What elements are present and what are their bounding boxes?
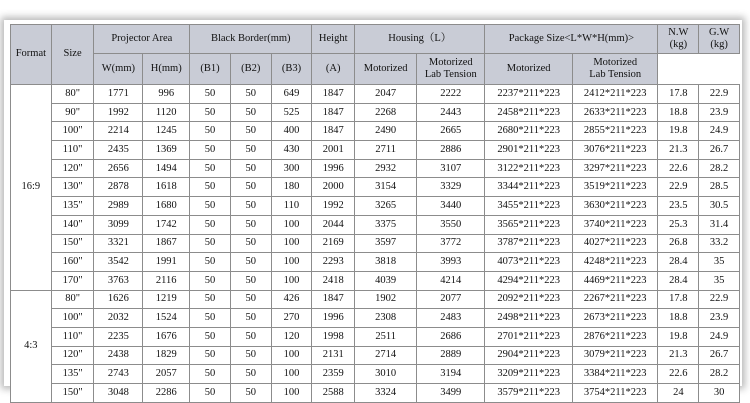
- cell-housing-motorized: 3375: [355, 215, 417, 234]
- cell-b3: 100: [271, 271, 312, 290]
- cell-width-mm: 1771: [94, 85, 143, 104]
- cell-package-motorized: 3122*211*223: [485, 159, 573, 178]
- cell-size: 130": [51, 178, 94, 197]
- cell-package-motorized: 2904*211*223: [485, 346, 573, 365]
- cell-height-a: 1996: [312, 309, 355, 328]
- cell-gw-kg: 35: [699, 253, 740, 272]
- cell-b1: 50: [190, 215, 231, 234]
- cell-height-mm: 2286: [143, 384, 190, 403]
- cell-gw-kg: 22.9: [699, 290, 740, 309]
- table-row: [11, 365, 740, 384]
- cell-housing-lab-tension: 3107: [417, 159, 485, 178]
- header-package-size: Package Size<L*W*H(mm)>: [485, 25, 658, 54]
- cell-package-motorized: 2458*211*223: [485, 103, 573, 122]
- header-package-lab-tension: [572, 54, 658, 85]
- cell-b2: 50: [230, 234, 271, 253]
- cell-housing-motorized: 2047: [355, 85, 417, 104]
- cell-height-mm: 1494: [143, 159, 190, 178]
- cell-size: 100": [51, 309, 94, 328]
- cell-housing-lab-tension: 2077: [417, 290, 485, 309]
- cell-width-mm: 2743: [94, 365, 143, 384]
- cell-housing-motorized: 3597: [355, 234, 417, 253]
- cell-b1: 50: [190, 159, 231, 178]
- table-row: [11, 85, 740, 104]
- cell-nw-kg: 21.3: [658, 346, 699, 365]
- cell-package-lab-tension: 3754*211*223: [572, 384, 658, 403]
- cell-housing-motorized: 1902: [355, 290, 417, 309]
- cell-package-lab-tension: 4248*211*223: [572, 253, 658, 272]
- cell-package-motorized: 4294*211*223: [485, 271, 573, 290]
- cell-b2: 50: [230, 178, 271, 197]
- cell-size: 80": [51, 85, 94, 104]
- cell-size: 160": [51, 253, 94, 272]
- cell-housing-motorized: 2511: [355, 327, 417, 346]
- cell-housing-lab-tension: 2686: [417, 327, 485, 346]
- cell-height-a: 1847: [312, 103, 355, 122]
- cell-package-motorized: 4073*211*223: [485, 253, 573, 272]
- cell-package-motorized: 2092*211*223: [485, 290, 573, 309]
- header-b3: (B3): [271, 54, 312, 85]
- cell-b2: 50: [230, 103, 271, 122]
- cell-b2: 50: [230, 327, 271, 346]
- cell-height-a: 2169: [312, 234, 355, 253]
- table-body: [11, 85, 740, 403]
- cell-package-lab-tension: 3079*211*223: [572, 346, 658, 365]
- header-package-lab-line2: Lab Tension: [589, 69, 642, 80]
- cell-housing-motorized: 2490: [355, 122, 417, 141]
- table-row: [11, 253, 740, 272]
- cell-housing-motorized: 3818: [355, 253, 417, 272]
- cell-height-mm: 1120: [143, 103, 190, 122]
- header-gw-label: G.W: [709, 26, 730, 38]
- cell-package-motorized: 2680*211*223: [485, 122, 573, 141]
- cell-height-a: 2418: [312, 271, 355, 290]
- table-header: [11, 25, 740, 85]
- cell-b3: 100: [271, 234, 312, 253]
- cell-package-lab-tension: 3519*211*223: [572, 178, 658, 197]
- format-cell: 16:9: [11, 85, 52, 291]
- cell-height-a: 2588: [312, 384, 355, 403]
- cell-b1: 50: [190, 327, 231, 346]
- cell-b3: 100: [271, 215, 312, 234]
- cell-housing-lab-tension: 2443: [417, 103, 485, 122]
- cell-package-motorized: 2498*211*223: [485, 309, 573, 328]
- table-row: [11, 346, 740, 365]
- cell-height-a: 1992: [312, 197, 355, 216]
- cell-height-mm: 1867: [143, 234, 190, 253]
- cell-b1: 50: [190, 85, 231, 104]
- cell-housing-lab-tension: 3993: [417, 253, 485, 272]
- header-b1: (B1): [190, 54, 231, 85]
- header-b2: (B2): [230, 54, 271, 85]
- cell-housing-lab-tension: 3329: [417, 178, 485, 197]
- cell-nw-kg: 21.3: [658, 141, 699, 160]
- cell-height-mm: 1680: [143, 197, 190, 216]
- cell-package-motorized: 3344*211*223: [485, 178, 573, 197]
- cell-gw-kg: 24.9: [699, 327, 740, 346]
- cell-b3: 100: [271, 346, 312, 365]
- cell-gw-kg: 23.9: [699, 103, 740, 122]
- cell-b2: 50: [230, 253, 271, 272]
- table-row: [11, 271, 740, 290]
- cell-b1: 50: [190, 309, 231, 328]
- cell-height-mm: 1369: [143, 141, 190, 160]
- cell-nw-kg: 18.8: [658, 103, 699, 122]
- table-row: [11, 309, 740, 328]
- cell-b2: 50: [230, 197, 271, 216]
- cell-nw-kg: 18.8: [658, 309, 699, 328]
- cell-gw-kg: 30.5: [699, 197, 740, 216]
- table-row: [11, 290, 740, 309]
- cell-housing-motorized: 3324: [355, 384, 417, 403]
- cell-nw-kg: 26.8: [658, 234, 699, 253]
- cell-package-lab-tension: 3740*211*223: [572, 215, 658, 234]
- cell-housing-motorized: 2268: [355, 103, 417, 122]
- table-row: [11, 215, 740, 234]
- header-housing-lab-line1: Motorized: [428, 56, 473, 68]
- cell-size: 110": [51, 141, 94, 160]
- cell-housing-motorized: 3154: [355, 178, 417, 197]
- cell-gw-kg: 35: [699, 271, 740, 290]
- cell-housing-motorized: 4039: [355, 271, 417, 290]
- cell-height-a: 2131: [312, 346, 355, 365]
- cell-package-motorized: 3787*211*223: [485, 234, 573, 253]
- cell-b1: 50: [190, 141, 231, 160]
- cell-gw-kg: 30: [699, 384, 740, 403]
- cell-nw-kg: 17.8: [658, 85, 699, 104]
- cell-package-lab-tension: 4469*211*223: [572, 271, 658, 290]
- cell-b3: 270: [271, 309, 312, 328]
- cell-b3: 110: [271, 197, 312, 216]
- cell-b3: 100: [271, 365, 312, 384]
- cell-housing-motorized: 2308: [355, 309, 417, 328]
- header-projector-area: Projector Area: [94, 25, 190, 54]
- cell-size: 120": [51, 159, 94, 178]
- cell-package-lab-tension: 3076*211*223: [572, 141, 658, 160]
- cell-package-lab-tension: 3630*211*223: [572, 197, 658, 216]
- header-a: (A): [312, 54, 355, 85]
- cell-height-a: 2293: [312, 253, 355, 272]
- cell-width-mm: 2032: [94, 309, 143, 328]
- cell-b1: 50: [190, 271, 231, 290]
- cell-package-lab-tension: 3384*211*223: [572, 365, 658, 384]
- cell-height-mm: 1991: [143, 253, 190, 272]
- cell-housing-lab-tension: 3550: [417, 215, 485, 234]
- cell-housing-lab-tension: 4214: [417, 271, 485, 290]
- cell-housing-lab-tension: 2222: [417, 85, 485, 104]
- cell-nw-kg: 19.8: [658, 122, 699, 141]
- cell-width-mm: 2435: [94, 141, 143, 160]
- header-h-mm: H(mm): [143, 54, 190, 85]
- cell-b2: 50: [230, 290, 271, 309]
- cell-b3: 100: [271, 253, 312, 272]
- header-housing-lab-tension: [417, 54, 485, 85]
- cell-b1: 50: [190, 178, 231, 197]
- cell-package-motorized: 2237*211*223: [485, 85, 573, 104]
- cell-height-mm: 1676: [143, 327, 190, 346]
- cell-width-mm: 1992: [94, 103, 143, 122]
- cell-package-motorized: 3455*211*223: [485, 197, 573, 216]
- cell-gw-kg: 31.4: [699, 215, 740, 234]
- cell-b1: 50: [190, 103, 231, 122]
- cell-package-lab-tension: 2412*211*223: [572, 85, 658, 104]
- cell-width-mm: 3321: [94, 234, 143, 253]
- header-format: Format: [11, 25, 52, 85]
- cell-width-mm: 3099: [94, 215, 143, 234]
- header-black-border: Black Border(mm): [190, 25, 312, 54]
- cell-height-a: 2044: [312, 215, 355, 234]
- header-nw: [658, 25, 699, 54]
- cell-height-mm: 1524: [143, 309, 190, 328]
- cell-b1: 50: [190, 253, 231, 272]
- table-row: [11, 384, 740, 403]
- cell-gw-kg: 28.2: [699, 365, 740, 384]
- cell-b1: 50: [190, 290, 231, 309]
- header-nw-label: N.W: [668, 26, 689, 38]
- cell-size: 100": [51, 122, 94, 141]
- cell-housing-lab-tension: 2665: [417, 122, 485, 141]
- cell-width-mm: 2878: [94, 178, 143, 197]
- cell-nw-kg: 23.5: [658, 197, 699, 216]
- cell-b3: 300: [271, 159, 312, 178]
- cell-housing-lab-tension: 3440: [417, 197, 485, 216]
- cell-b3: 649: [271, 85, 312, 104]
- cell-package-motorized: 3565*211*223: [485, 215, 573, 234]
- cell-height-mm: 996: [143, 85, 190, 104]
- cell-nw-kg: 25.3: [658, 215, 699, 234]
- cell-b2: 50: [230, 85, 271, 104]
- cell-b1: 50: [190, 346, 231, 365]
- cell-package-motorized: 2901*211*223: [485, 141, 573, 160]
- cell-gw-kg: 26.7: [699, 141, 740, 160]
- cell-height-a: 1847: [312, 85, 355, 104]
- cell-b1: 50: [190, 197, 231, 216]
- cell-b2: 50: [230, 346, 271, 365]
- cell-housing-lab-tension: 2889: [417, 346, 485, 365]
- cell-package-lab-tension: 2267*211*223: [572, 290, 658, 309]
- cell-housing-motorized: 2711: [355, 141, 417, 160]
- cell-package-lab-tension: 2633*211*223: [572, 103, 658, 122]
- cell-size: 150": [51, 384, 94, 403]
- cell-size: 135": [51, 197, 94, 216]
- cell-package-lab-tension: 4027*211*223: [572, 234, 658, 253]
- cell-b2: 50: [230, 159, 271, 178]
- header-w-mm: W(mm): [94, 54, 143, 85]
- cell-b3: 430: [271, 141, 312, 160]
- cell-package-lab-tension: 2673*211*223: [572, 309, 658, 328]
- cell-width-mm: 3763: [94, 271, 143, 290]
- header-nw-unit: (kg): [669, 39, 688, 50]
- cell-gw-kg: 33.2: [699, 234, 740, 253]
- cell-size: 150": [51, 234, 94, 253]
- cell-b1: 50: [190, 234, 231, 253]
- cell-width-mm: 2989: [94, 197, 143, 216]
- cell-b1: 50: [190, 365, 231, 384]
- cell-housing-lab-tension: 3772: [417, 234, 485, 253]
- cell-height-a: 1998: [312, 327, 355, 346]
- cell-package-lab-tension: 3297*211*223: [572, 159, 658, 178]
- cell-size: 90": [51, 103, 94, 122]
- cell-b1: 50: [190, 384, 231, 403]
- cell-nw-kg: 28.4: [658, 253, 699, 272]
- cell-width-mm: 3048: [94, 384, 143, 403]
- header-size: Size: [51, 25, 94, 85]
- cell-housing-motorized: 2932: [355, 159, 417, 178]
- cell-gw-kg: 26.7: [699, 346, 740, 365]
- cell-size: 170": [51, 271, 94, 290]
- cell-package-lab-tension: 2855*211*223: [572, 122, 658, 141]
- header-gw: [699, 25, 740, 54]
- cell-height-a: 1847: [312, 290, 355, 309]
- cell-nw-kg: 17.8: [658, 290, 699, 309]
- cell-b3: 400: [271, 122, 312, 141]
- cell-nw-kg: 22.9: [658, 178, 699, 197]
- cell-housing-lab-tension: 2886: [417, 141, 485, 160]
- cell-height-mm: 1829: [143, 346, 190, 365]
- cell-b3: 426: [271, 290, 312, 309]
- cell-height-mm: 1219: [143, 290, 190, 309]
- cell-b2: 50: [230, 215, 271, 234]
- cell-gw-kg: 28.2: [699, 159, 740, 178]
- cell-package-motorized: 2701*211*223: [485, 327, 573, 346]
- header-package-motorized: Motorized: [485, 54, 573, 85]
- cell-width-mm: 2214: [94, 122, 143, 141]
- header-housing-motorized: Motorized: [355, 54, 417, 85]
- cell-size: 80": [51, 290, 94, 309]
- cell-height-a: 2359: [312, 365, 355, 384]
- cell-package-motorized: 3579*211*223: [485, 384, 573, 403]
- cell-gw-kg: 28.5: [699, 178, 740, 197]
- cell-package-motorized: 3209*211*223: [485, 365, 573, 384]
- cell-height-mm: 1742: [143, 215, 190, 234]
- cell-nw-kg: 22.6: [658, 365, 699, 384]
- cell-size: 110": [51, 327, 94, 346]
- cell-height-mm: 1618: [143, 178, 190, 197]
- header-package-lab-line1: Motorized: [593, 56, 638, 68]
- cell-b2: 50: [230, 309, 271, 328]
- cell-b3: 525: [271, 103, 312, 122]
- cell-size: 140": [51, 215, 94, 234]
- cell-b2: 50: [230, 271, 271, 290]
- cell-gw-kg: 22.9: [699, 85, 740, 104]
- cell-package-lab-tension: 2876*211*223: [572, 327, 658, 346]
- format-cell: 4:3: [11, 290, 52, 402]
- table-row: [11, 122, 740, 141]
- projector-screen-spec-table: [10, 24, 740, 403]
- cell-b2: 50: [230, 141, 271, 160]
- table-row: [11, 234, 740, 253]
- header-housing: Housing（L）: [355, 25, 485, 54]
- cell-height-mm: 2057: [143, 365, 190, 384]
- cell-nw-kg: 22.6: [658, 159, 699, 178]
- cell-height-a: 1996: [312, 159, 355, 178]
- cell-housing-motorized: 3010: [355, 365, 417, 384]
- cell-height-a: 1847: [312, 122, 355, 141]
- cell-gw-kg: 24.9: [699, 122, 740, 141]
- header-gw-unit: (kg): [710, 39, 728, 50]
- table-row: [11, 327, 740, 346]
- cell-housing-lab-tension: 2483: [417, 309, 485, 328]
- cell-nw-kg: 19.8: [658, 327, 699, 346]
- cell-housing-motorized: 3265: [355, 197, 417, 216]
- table-row: [11, 103, 740, 122]
- cell-b2: 50: [230, 365, 271, 384]
- cell-width-mm: 3542: [94, 253, 143, 272]
- cell-gw-kg: 23.9: [699, 309, 740, 328]
- cell-width-mm: 1626: [94, 290, 143, 309]
- cell-b1: 50: [190, 122, 231, 141]
- cell-housing-lab-tension: 3499: [417, 384, 485, 403]
- cell-b2: 50: [230, 384, 271, 403]
- cell-height-a: 2001: [312, 141, 355, 160]
- cell-housing-motorized: 2714: [355, 346, 417, 365]
- cell-height-mm: 1245: [143, 122, 190, 141]
- header-housing-lab-line2: Lab Tension: [424, 69, 477, 80]
- cell-nw-kg: 28.4: [658, 271, 699, 290]
- table-row: [11, 159, 740, 178]
- cell-width-mm: 2438: [94, 346, 143, 365]
- cell-housing-lab-tension: 3194: [417, 365, 485, 384]
- cell-b3: 100: [271, 384, 312, 403]
- cell-width-mm: 2235: [94, 327, 143, 346]
- cell-width-mm: 2656: [94, 159, 143, 178]
- header-height: Height: [312, 25, 355, 54]
- cell-b3: 180: [271, 178, 312, 197]
- cell-b3: 120: [271, 327, 312, 346]
- cell-height-mm: 2116: [143, 271, 190, 290]
- cell-b2: 50: [230, 122, 271, 141]
- cell-size: 135": [51, 365, 94, 384]
- cell-size: 120": [51, 346, 94, 365]
- table-row: [11, 141, 740, 160]
- cell-height-a: 2000: [312, 178, 355, 197]
- table-row: [11, 197, 740, 216]
- table-row: [11, 178, 740, 197]
- cell-nw-kg: 24: [658, 384, 699, 403]
